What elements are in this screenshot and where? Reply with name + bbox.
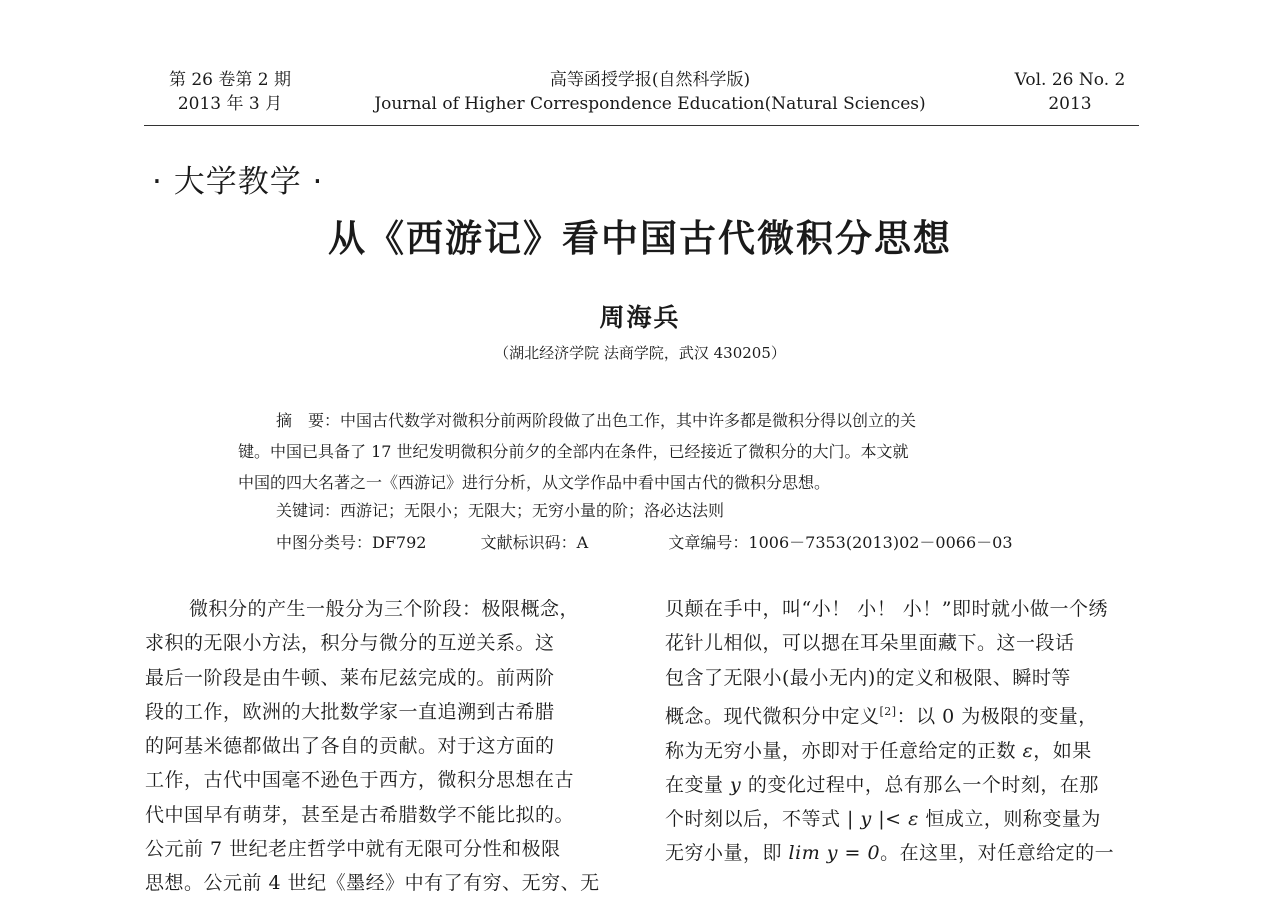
volume-issue [150, 68, 310, 116]
author-name: 周海兵 [599, 303, 681, 332]
abstract [238, 405, 1050, 498]
body-line: 最后一阶段是由牛顿、莱布尼兹完成的。前两阶 [145, 666, 555, 689]
classification-row [276, 530, 1013, 553]
body-line: 求积的无限小方法，积分与微分的互逆关系。这 [145, 632, 555, 655]
citation-ref: [2] [879, 704, 897, 718]
body-line: 个时刻以后，不等式 | y |< ε 恒成立，则称变量为 [665, 808, 1101, 831]
body-line: 微积分的产生一般分为三个阶段：极限概念， [189, 598, 580, 620]
abstract-line: 中国的四大名著之一《西游记》进行分析，从文学作品中看中国古代的微积分思想。 [238, 473, 831, 492]
body-line: 花针儿相似，可以揌在耳朵里面藏下。这一段话 [665, 632, 1075, 655]
body-line: 的阿基米德都做出了各自的贡献。对于这方面的 [145, 735, 555, 758]
body-line: 思想。公元前 4 世纪《墨经》中有了有穷、无穷、无 [145, 872, 600, 895]
volume-issue-en [990, 68, 1150, 116]
body-line: 无穷小量，即 lim y = 0。在这里，对任意给定的一 [665, 842, 1115, 865]
limit-expression: lim y = 0 [788, 842, 881, 865]
section-label: · 大学教学 · [152, 164, 324, 200]
volume-line-en: Vol. 26 No. 2 [1014, 70, 1126, 90]
article-number: 文章编号：1006－7353(2013)02－0066－03 [668, 533, 1013, 552]
journal-name [340, 68, 960, 116]
body-line: 称为无穷小量，亦即对于任意给定的正数 ε，如果 [665, 739, 1092, 762]
journal-name-cn: 高等函授学报(自然科学版) [549, 70, 751, 90]
volume-line: 第 26 卷第 2 期 [168, 70, 292, 90]
date-line: 2013 年 3 月 [177, 94, 283, 114]
body-line: 包含了无限小(最小无内)的定义和极限、瞬时等 [665, 666, 1071, 689]
keywords: 关键词：西游记；无限小；无限大；无穷小量的阶；洛必达法则 [276, 501, 725, 520]
body-line: 公元前 7 世纪老庄哲学中就有无限可分性和极限 [145, 838, 561, 861]
doc-code: 文献标识码：A [480, 533, 589, 552]
abstract-label: 摘 要： [276, 411, 341, 430]
body-line: 在变量 y 的变化过程中，总有那么一个时刻，在那 [665, 773, 1099, 796]
body-column-right [665, 592, 1140, 871]
body-column-left [145, 592, 620, 901]
paper-title: 从《西游记》看中国古代微积分思想 [328, 217, 952, 260]
affiliation: （湖北经济学院 法商学院，武汉 430205） [494, 344, 786, 362]
clc-number: 中图分类号：DF792 [276, 533, 427, 552]
body-line: 段的工作，欧洲的大批数学家一直追溯到古希腊 [145, 700, 555, 723]
abstract-line: 键。中国已具备了 17 世纪发明微积分前夕的全部内在条件，已经接近了微积分的大门。本文就 [238, 442, 909, 461]
body-line: 概念。现代微积分中定义[2]：以 0 为极限的变量， [665, 704, 1098, 728]
header-rule [144, 125, 1139, 126]
year-line: 2013 [1048, 94, 1092, 114]
body-line: 代中国早有萌芽，甚至是古希腊数学不能比拟的。 [145, 803, 575, 826]
body-line: 贝颠在手中，叫“小！ 小！ 小！”即时就小做一个绣 [665, 598, 1109, 620]
abstract-line: 摘 要：中国古代数学对微积分前两阶段做了出色工作，其中许多都是微积分得以创立的关 [276, 411, 917, 430]
journal-name-en: Journal of Higher Correspondence Education(Natural Sciences) [374, 94, 926, 114]
body-line: 工作，古代中国毫不逊色于西方，微积分思想在古 [145, 769, 575, 792]
